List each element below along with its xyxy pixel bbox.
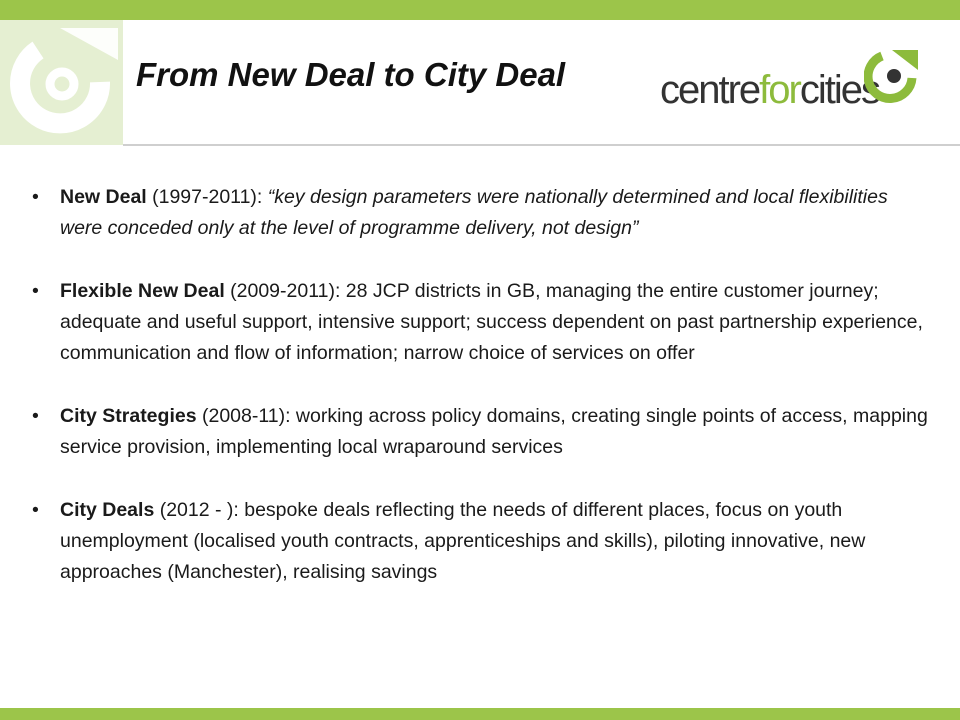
- bullet-text: (2008-11): working across policy domains, creating single points of access, mapping service provision, implementing local wraparound services: [60, 405, 928, 458]
- bullet-heading: City Strategies: [60, 405, 197, 427]
- ring-logo-mark-icon: [0, 20, 123, 145]
- bullet-heading: New Deal: [60, 186, 147, 208]
- bullet-text: (1997-2011):: [146, 186, 268, 208]
- bullet-item-new-deal: [32, 182, 932, 244]
- logo-text-centre: centre: [660, 68, 760, 112]
- logo-text-cities: cities: [799, 68, 879, 112]
- logo-wordmark: [660, 70, 879, 110]
- bullet-item-city-deals: [32, 495, 932, 588]
- bullet-item-flexible-new-deal: [32, 276, 932, 369]
- bottom-separator: [0, 706, 960, 708]
- bullet-text: (2009-2011): 28 JCP districts in GB, managing the entire customer journey; adequate and useful support, intensive support; success dependent on past partnership experience, communication and flow of information; narrow choice of services on offer: [60, 280, 923, 364]
- bullet-list: [32, 182, 932, 620]
- logo-text-for: for: [759, 68, 800, 112]
- bullet-dot: •: [32, 280, 39, 302]
- header-divider: [123, 144, 960, 146]
- top-accent-bar: [0, 0, 960, 20]
- bullet-dot: •: [32, 499, 39, 521]
- slide-title: From New Deal to City Deal: [136, 56, 566, 93]
- bullet-item-city-strategies: [32, 401, 932, 463]
- bullet-quote: “key design parameters were nationally determined and local flexibilities were conceded only at the level of programme delivery, not design”: [60, 186, 888, 239]
- bullet-dot: •: [32, 405, 39, 427]
- bullet-heading: Flexible New Deal: [60, 280, 225, 302]
- corner-logo-block: [0, 20, 123, 145]
- bullet-dot: •: [32, 186, 39, 208]
- bullet-heading: City Deals: [60, 499, 155, 521]
- centreforcities-mark-icon: [864, 48, 920, 104]
- centreforcities-logo: [657, 52, 917, 122]
- bottom-accent-bar: [0, 708, 960, 720]
- bullet-text: (2012 - ): bespoke deals reflecting the needs of different places, focus on youth unemployment (localised youth contracts, apprenticeships and skills), piloting innovative, new approaches (Manchester), realising savings: [60, 499, 866, 583]
